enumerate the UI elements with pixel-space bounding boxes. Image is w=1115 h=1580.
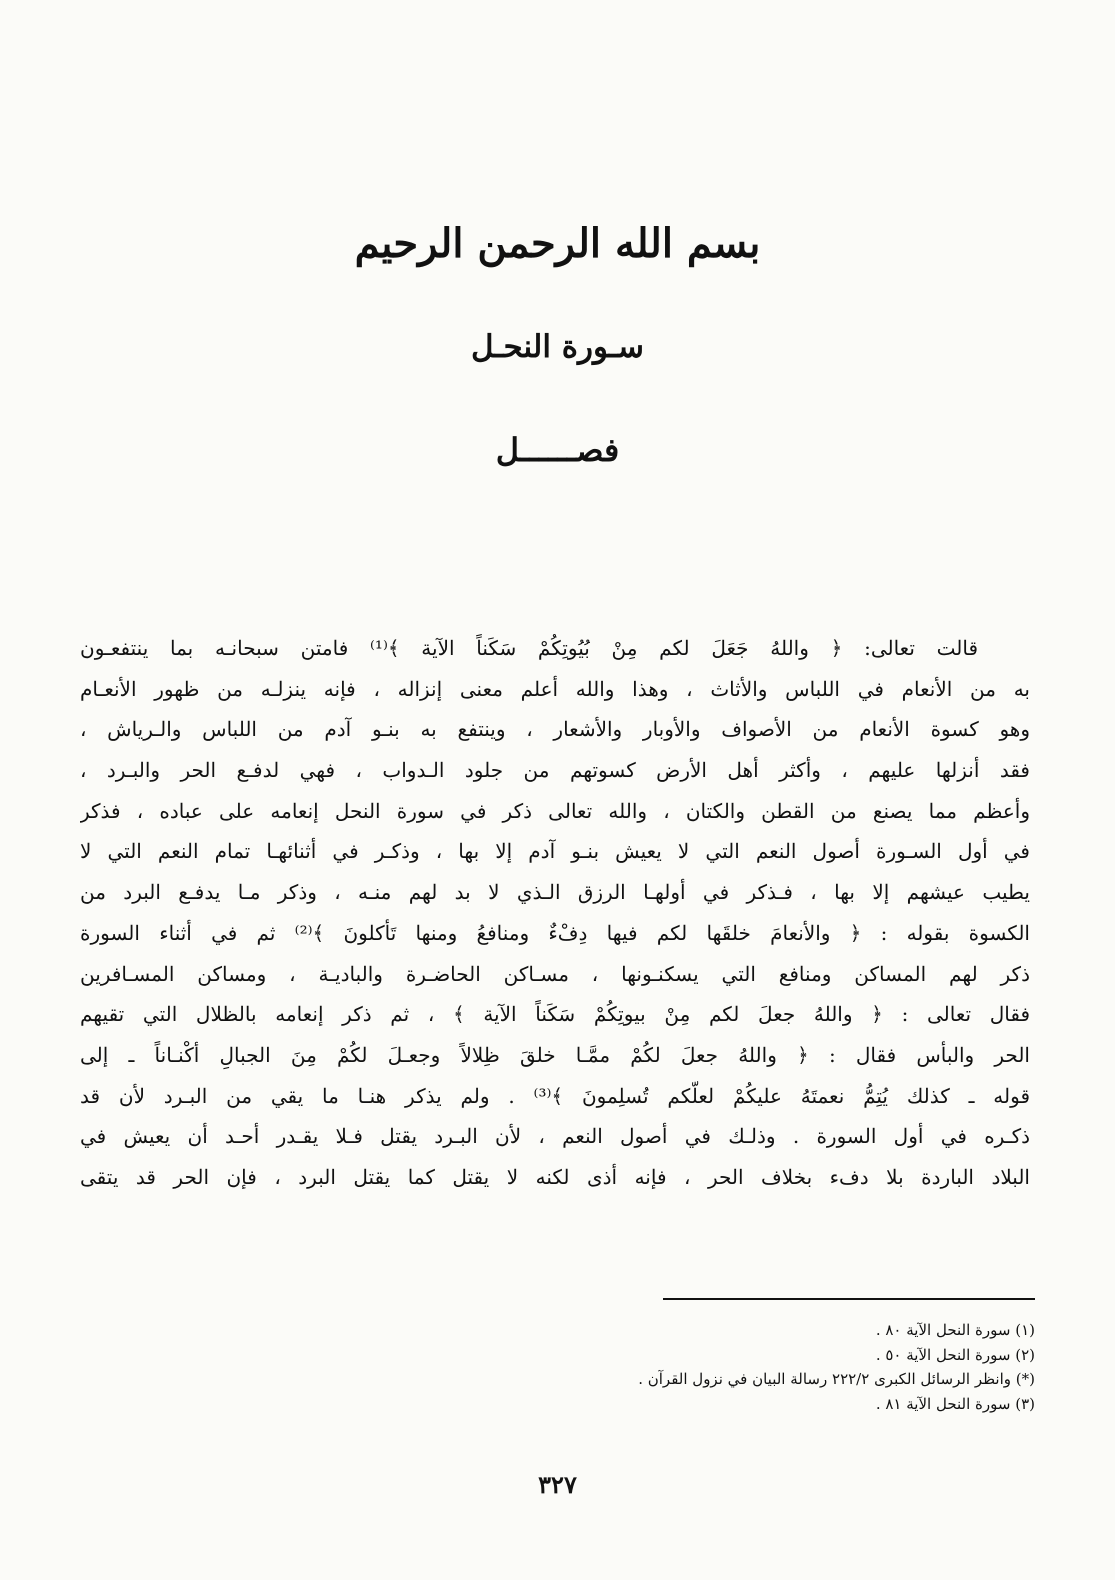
body-line: يطيب عيشهم إلا بها ، فـذكر في أولهـا الرزق الـذي لا بد لهم منـه ، وذكر مـا يدفـع البرد من xyxy=(80,880,1030,905)
footnote: (٣) سورة النحل الآية ٨١ . xyxy=(875,1394,1035,1413)
footnotes xyxy=(335,1318,1035,1416)
body-line: ذكـره في أول السورة . وذلـك في أصول النعم ، لأن البـرد يقتل فـلا يقـدر أحـد أن يعيش في xyxy=(80,1124,1030,1149)
body-line: الحر والبأس فقال : ﴿ واللهُ جعلَ لكُمْ ممَّـا خلقَ ظِلالاً وجعـلَ لكُمْ مِنَ الجبالِ أكْنـاناً ـ إلى xyxy=(80,1042,1030,1067)
body-line: في أول السـورة أصول النعم التي لا يعيش بنـو آدم إلا بها ، وذكـر في أثنائهـا تمام النعم التي لا xyxy=(80,839,1030,864)
body-line: الكسوة بقوله : ﴿ والأنعامَ خلقَها لكم فيها دِفْءٌ ومنافعُ ومنها تَأكلونَ ﴾⁽²⁾ ثم في أثناء السورة xyxy=(80,920,1030,945)
footnote: (٢) سورة النحل الآية ٥٠ . xyxy=(875,1345,1035,1364)
body-line: ذكر لهم المساكن ومنافع التي يسكنـونها ، مسـاكن الحاضـرة والباديـة ، ومساكن المسـافرين xyxy=(80,961,1030,986)
footnote: (*) وانظر الرسائل الكبرى ٢٢٢/٢ رسالة البيان في نزول القرآن . xyxy=(638,1370,1035,1389)
body-line: وأعظم مما يصنع من القطن والكتان ، والله تعالى ذكر في سورة النحل إنعامه على عباده ، فذكر xyxy=(80,798,1030,823)
body-line: وهو كسوة الأنعام من الأصواف والأوبار والأشعار ، وينتفع به بنـو آدم من اللباس والـرياش ، xyxy=(80,717,1030,742)
body-line: فقد أنزلها عليهم ، وأكثر أهل الأرض كسوتهم من جلود الـدواب ، فهي لدفـع الحر والبـرد ، xyxy=(80,758,1030,783)
body-line: البلاد الباردة بلا دفء بخلاف الحر ، فإنه أذى لكنه لا يقتل كما يقتل البرد ، فإن الحر قد يتقى xyxy=(80,1164,1030,1189)
body-line: فقال تعالى : ﴿ واللهُ جعلَ لكم مِنْ بيوتِكُمْ سَكَناً الآية ﴾ ، ثم ذكر إنعامه بالظلال التي تقيهم xyxy=(80,1002,1030,1027)
body-line: قالت تعالى: ﴿ واللهُ جَعَلَ لكم مِنْ بُيُوتِكُمْ سَكَناً الآية ﴾⁽¹⁾ فامتن سبحانـه بما ينتفعـون xyxy=(80,636,979,660)
page-number: ٣٢٧ xyxy=(538,1470,577,1499)
section-title: فصــــــل xyxy=(495,431,620,469)
body-text xyxy=(80,628,1030,1198)
body-line: به من الأنعام في اللباس والأثاث ، وهذا والله أعلم معنى إنزاله ، فإنه ينزلـه من ظهور الأنعـام xyxy=(80,676,1030,701)
body-line: قوله ـ كذلك يُتِمُّ نعمتَهُ عليكُمْ لعلّكم تُسلِمونَ ﴾⁽³⁾ . ولم يذكر هنـا ما يقي من البـرد لأن قد xyxy=(80,1083,1030,1108)
basmala-heading: بسم الله الرحمن الرحيم xyxy=(354,220,761,267)
footnote: (١) سورة النحل الآية ٨٠ . xyxy=(875,1321,1035,1339)
surah-title: سـورة النحـل xyxy=(470,329,645,365)
footnote-divider xyxy=(663,1298,1035,1300)
